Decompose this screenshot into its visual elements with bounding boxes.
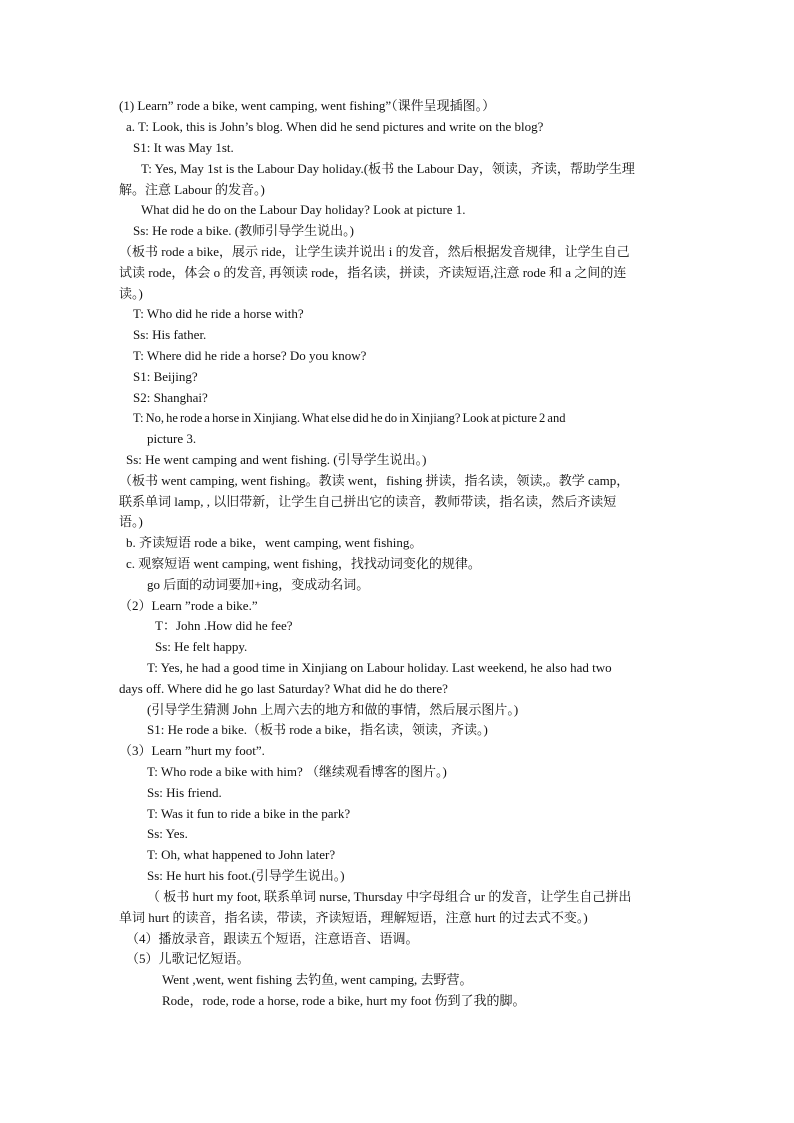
text-line: (引导学生猜测 John 上周六去的地方和做的事情，然后展示图片。) (147, 702, 519, 717)
text-line: Ss: He went camping and went fishing. (引导学生说出。) (126, 452, 427, 467)
text-line: T: Who rode a bike with him? （继续观看博客的图片。) (147, 764, 447, 779)
text-line: b. 齐读短语 rode a bike，went camping, went fishing。 (126, 535, 423, 550)
text-line: 试读 rode，体会 o 的发音, 再领读 rode，指名读，拼读，齐读短语,注意 rode 和 a 之间的连 (119, 265, 627, 280)
text-line: （板书 went camping, went fishing。教读 went，fishing 拼读，指名读，领读,。教学 camp， (119, 473, 630, 488)
text-line: T: No, he rode a horse in Xinjiang. What else did he do in Xinjiang? Look at picture 2 and (133, 411, 566, 425)
text-line: 联系单词 lamp, , 以旧带新，让学生自己拼出它的读音，教师带读，指名读，然后齐读短 (119, 494, 617, 509)
text-line: Ss: He rode a bike. (教师引导学生说出。) (133, 223, 354, 238)
text-line: Ss: He hurt his foot.(引导学生说出。) (147, 868, 345, 883)
text-line: S1: Beijing? (133, 369, 198, 384)
text-line: T: Oh, what happened to John later? (147, 847, 336, 862)
text-line: 解。注意 Labour 的发音。) (119, 182, 265, 197)
text-line: T: Where did he ride a horse? Do you know? (133, 348, 367, 363)
text-line: S1: He rode a bike.（板书 rode a bike，指名读，领读，齐读。) (147, 722, 488, 737)
text-line: picture 3. (147, 431, 197, 446)
text-line: Ss: He felt happy. (155, 639, 248, 654)
text-line: c. 观察短语 went camping, went fishing，找找动词变化的规律。 (126, 556, 481, 571)
text-line: T: Was it fun to ride a bike in the park? (147, 806, 351, 821)
text-line: （板书 rode a bike，展示 ride，让学生读并说出 i 的发音，然后根据发音规律，让学生自己 (119, 244, 630, 259)
text-line: Went ,went, went fishing 去钓鱼, went camping, 去野营。 (162, 972, 473, 987)
text-line: Rode，rode, rode a horse, rode a bike, hurt my foot 伤到了我的脚。 (162, 993, 526, 1008)
text-line: 语。) (119, 514, 143, 529)
text-line: S1: It was May 1st. (133, 140, 234, 155)
text-line: （2）Learn ”rode a bike.” (119, 598, 258, 613)
text-line: S2: Shanghai? (133, 390, 208, 405)
text-line: （ 板书 hurt my foot, 联系单词 nurse, Thursday 中字母组合 ur 的发音，让学生自己拼出 (147, 889, 632, 904)
text-line: T: Who did he ride a horse with? (133, 306, 304, 321)
text-line: Ss: Yes. (147, 826, 188, 841)
text-line: （4）播放录音，跟读五个短语，注意语音、语调。 (126, 931, 419, 946)
text-line: Ss: His father. (133, 327, 207, 342)
text-line: go 后面的动词要加+ing，变成动名词。 (147, 577, 370, 592)
text-line: （5）儿歌记忆短语。 (126, 951, 250, 966)
text-line: days off. Where did he go last Saturday? What did he do there? (119, 681, 448, 696)
text-line: (1) Learn” rode a bike, went camping, went fishing”（课件呈现插图。） (119, 98, 496, 113)
text-line: 单词 hurt 的读音，指名读，带读，齐读短语，理解短语，注意 hurt 的过去式不变。) (119, 910, 588, 925)
text-line: What did he do on the Labour Day holiday? Look at picture 1. (141, 202, 466, 217)
text-line: Ss: His friend. (147, 785, 222, 800)
text-line: a. T: Look, this is John’s blog. When did he send pictures and write on the blog? (126, 119, 544, 134)
text-line: T：John .How did he fee? (155, 618, 293, 633)
text-line: 读。) (119, 286, 143, 301)
text-line: （3）Learn ”hurt my foot”. (119, 743, 265, 758)
text-line: T: Yes, May 1st is the Labour Day holiday.(板书 the Labour Day，领读，齐读，帮助学生理 (141, 161, 635, 176)
text-line: T: Yes, he had a good time in Xinjiang on Labour holiday. Last weekend, he also had two (147, 660, 612, 675)
